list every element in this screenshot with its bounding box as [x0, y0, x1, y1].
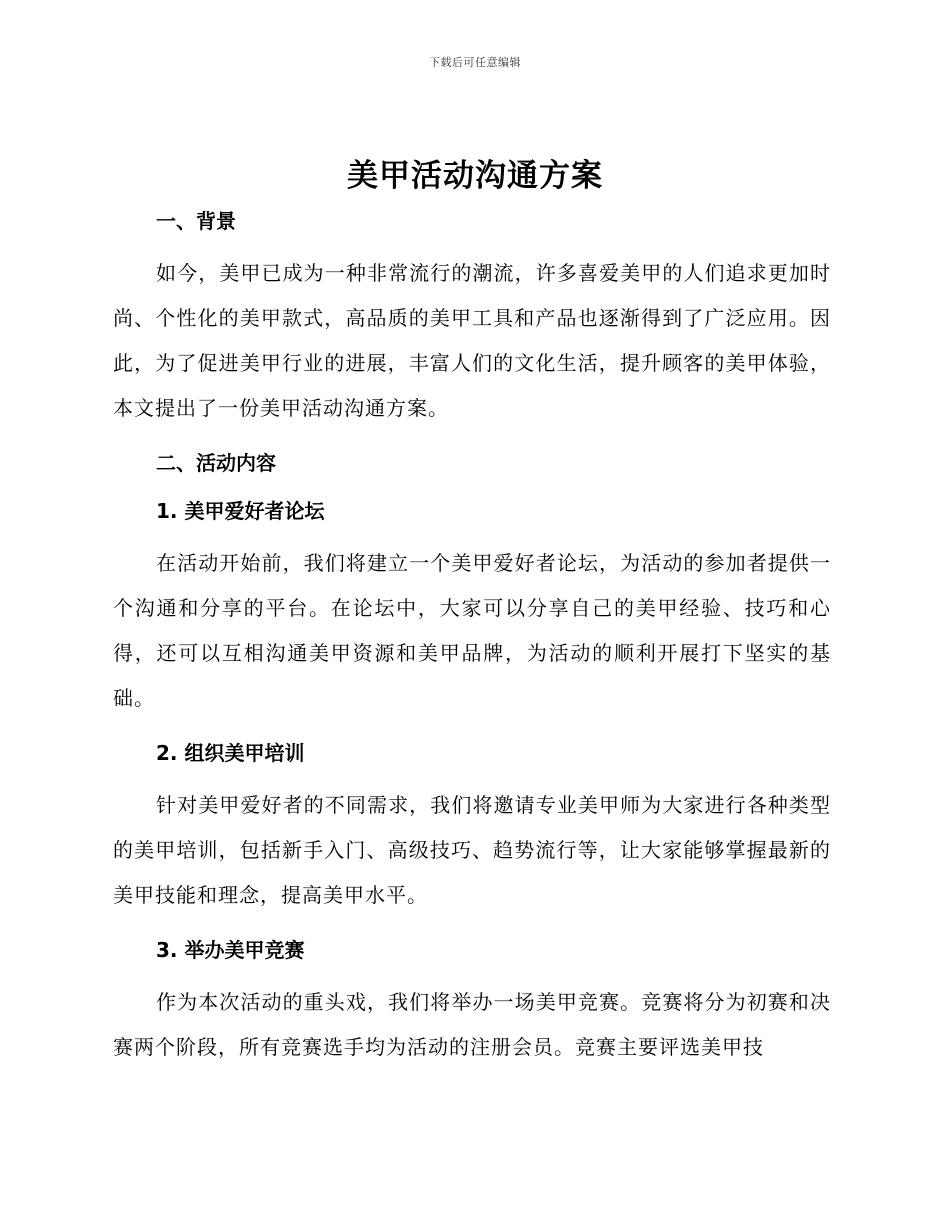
paragraph-background: 如今，美甲已成为一种非常流行的潮流，许多喜爱美甲的人们追求更加时尚、个性化的美甲款式，高品质的美甲工具和产品也逐渐得到了广泛应用。因此，为了促进美甲行业的进展，丰富人们的文化生活，提升顾客的美甲体验，本文提出了一份美甲活动沟通方案。 — [113, 261, 831, 420]
section-heading-activity-content: 二、活动内容 — [156, 451, 276, 475]
subheading-training: 2. 组织美甲培训 — [156, 741, 305, 765]
header-note: 下载后可任意编辑 — [429, 56, 521, 69]
paragraph-competition: 作为本次活动的重头戏，我们将举办一场美甲竞赛。竞赛将分为初赛和决赛两个阶段，所有竞赛选手均为活动的注册会员。竞赛主要评选美甲技 — [113, 990, 831, 1059]
document-title: 美甲活动沟通方案 — [347, 158, 603, 194]
subheading-forum: 1. 美甲爱好者论坛 — [156, 499, 325, 523]
subheading-competition: 3. 举办美甲竞赛 — [156, 938, 305, 962]
section-heading-background: 一、背景 — [156, 209, 236, 233]
document-body — [113, 203, 831, 1070]
paragraph-training: 针对美甲爱好者的不同需求，我们将邀请专业美甲师为大家进行各种类型的美甲培训，包括新手入门、高级技巧、趋势流行等，让大家能够掌握最新的美甲技能和理念，提高美甲水平。 — [113, 793, 831, 907]
paragraph-forum: 在活动开始前，我们将建立一个美甲爱好者论坛，为活动的参加者提供一个沟通和分享的平台。在论坛中，大家可以分享自己的美甲经验、技巧和心得，还可以互相沟通美甲资源和美甲品牌，为活动的顺利开展打下坚实的基础。 — [113, 551, 831, 710]
